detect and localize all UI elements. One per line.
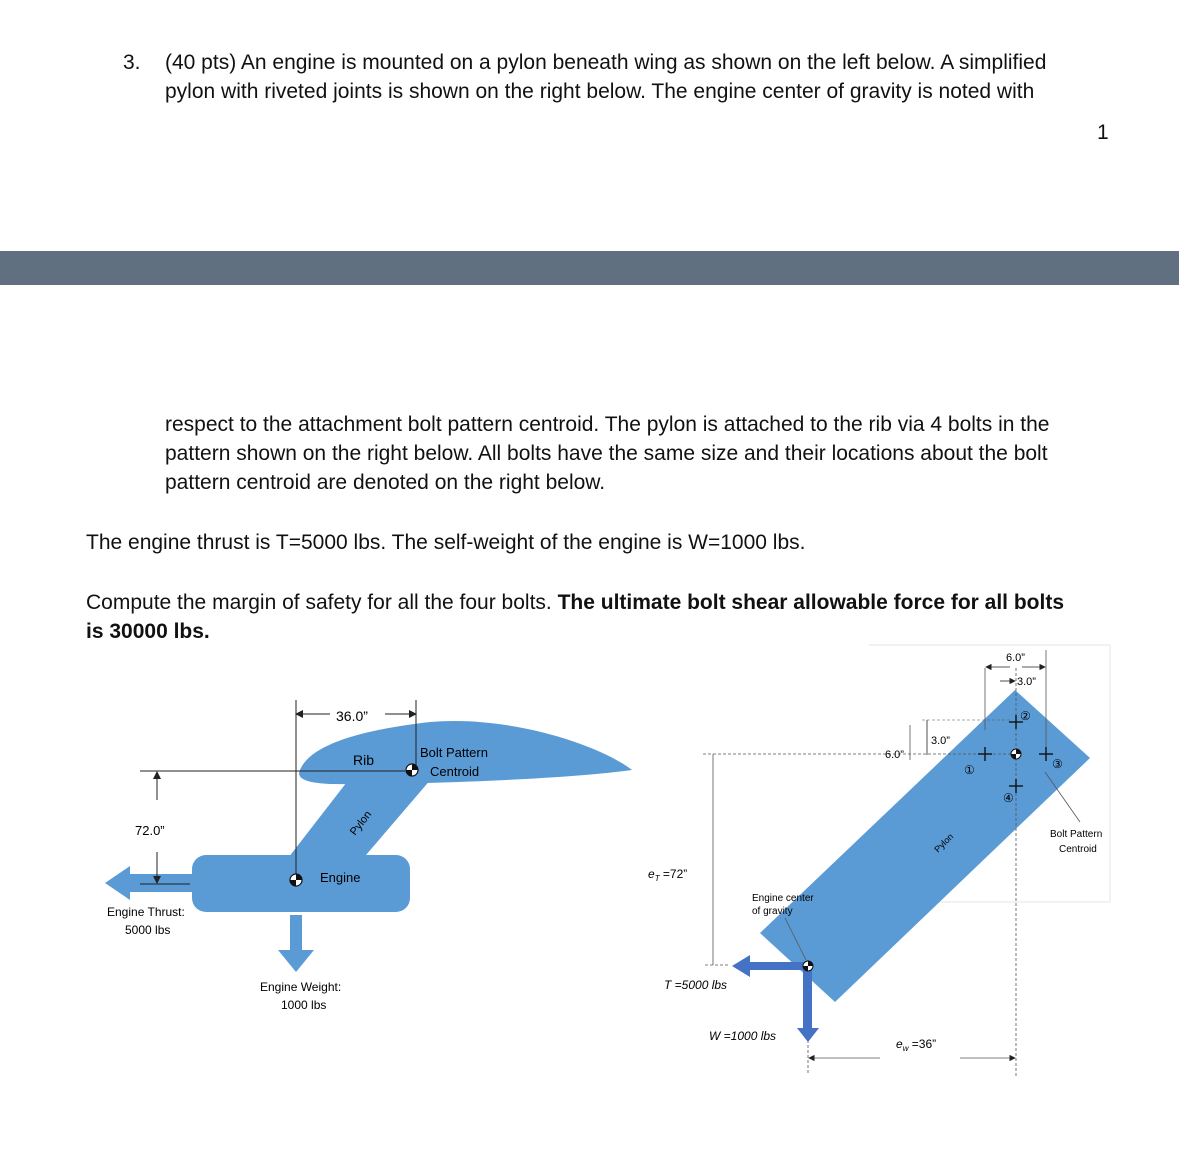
problem-line-4: pattern shown on the right below. All bolts have the same size and their locations about the bolt — [165, 442, 1048, 465]
e-w-label — [896, 1037, 936, 1053]
dim-3-top: 3.0” — [1017, 676, 1036, 688]
bolt-2-label: ② — [1020, 709, 1031, 723]
task-bold-2: is 30000 lbs. — [86, 620, 210, 643]
problem-line-3: respect to the attachment bolt pattern centroid. The pylon is attached to the rib via 4 bolts in the — [165, 413, 1050, 436]
bolt-pattern-label-2: Centroid — [430, 764, 480, 779]
e-w-rest: =36” — [908, 1037, 937, 1051]
weight-label-1: Engine Weight: — [260, 980, 342, 994]
right-centroid-label-1: Bolt Pattern — [1050, 829, 1103, 840]
left-figure — [105, 700, 632, 1012]
problem-line-2: pylon with riveted joints is shown on the right below. The engine center of gravity is noted with — [165, 80, 1035, 103]
dim-72: 72.0” — [135, 823, 165, 838]
bolt-pattern-label-1: Bolt Pattern — [420, 745, 488, 760]
problem-line-1: (40 pts) An engine is mounted on a pylon beneath wing as shown on the left below. A simplified — [165, 51, 1047, 74]
e-t-sub: T — [654, 874, 660, 883]
bolt-4-label: ④ — [1003, 791, 1014, 805]
weight-label-2: 1000 lbs — [281, 998, 327, 1012]
e-t-rest: =72” — [659, 867, 688, 881]
bolt-pattern-centroid-icon — [406, 764, 418, 776]
right-thrust-label: T =5000 lbs — [664, 978, 728, 992]
dim-3-vert: 3.0” — [931, 735, 950, 747]
weight-arrow — [278, 915, 314, 972]
page-number: 1 — [1097, 121, 1109, 144]
problem-number: 3. — [123, 51, 141, 74]
e-w-sub: w — [902, 1044, 909, 1053]
thrust-label-1: Engine Thrust: — [107, 905, 185, 919]
right-figure — [648, 645, 1110, 1078]
engine-cg-icon — [290, 874, 302, 886]
right-pylon-shape — [760, 690, 1090, 1002]
thrust-label-2: 5000 lbs — [125, 923, 171, 937]
right-centroid-icon — [1011, 749, 1021, 759]
e-t-main: e — [648, 867, 655, 881]
engine-label: Engine — [320, 870, 361, 885]
given-values: The engine thrust is T=5000 lbs. The self-weight of the engine is W=1000 lbs. — [86, 531, 806, 554]
right-pylon-label: Pylon — [932, 831, 956, 855]
task-bold-1: The ultimate bolt shear allowable force for all bolts — [557, 591, 1065, 614]
right-centroid-label-2: Centroid — [1059, 844, 1097, 855]
dim-36: 36.0” — [336, 708, 368, 724]
dim-6-left: 6.0” — [885, 749, 904, 761]
left-pylon-label: Pylon — [347, 808, 375, 838]
cg-label-1: Engine center — [752, 893, 814, 904]
bolt-3-label: ③ — [1052, 757, 1063, 771]
right-engine-cg-icon — [803, 961, 813, 971]
right-weight-label: W =1000 lbs — [709, 1029, 777, 1043]
bolt-1-label: ① — [964, 763, 975, 777]
cg-label-2: of gravity — [752, 906, 793, 917]
thrust-arrow — [105, 866, 192, 900]
rib-label: Rib — [353, 752, 375, 768]
dim-6-top: 6.0” — [1006, 652, 1025, 664]
e-w-main: e — [896, 1037, 903, 1051]
task-normal: Compute the margin of safety for all the four bolts. — [86, 591, 552, 614]
problem-line-5: pattern centroid are denoted on the right below. — [165, 471, 606, 494]
e-t-label — [648, 867, 687, 883]
